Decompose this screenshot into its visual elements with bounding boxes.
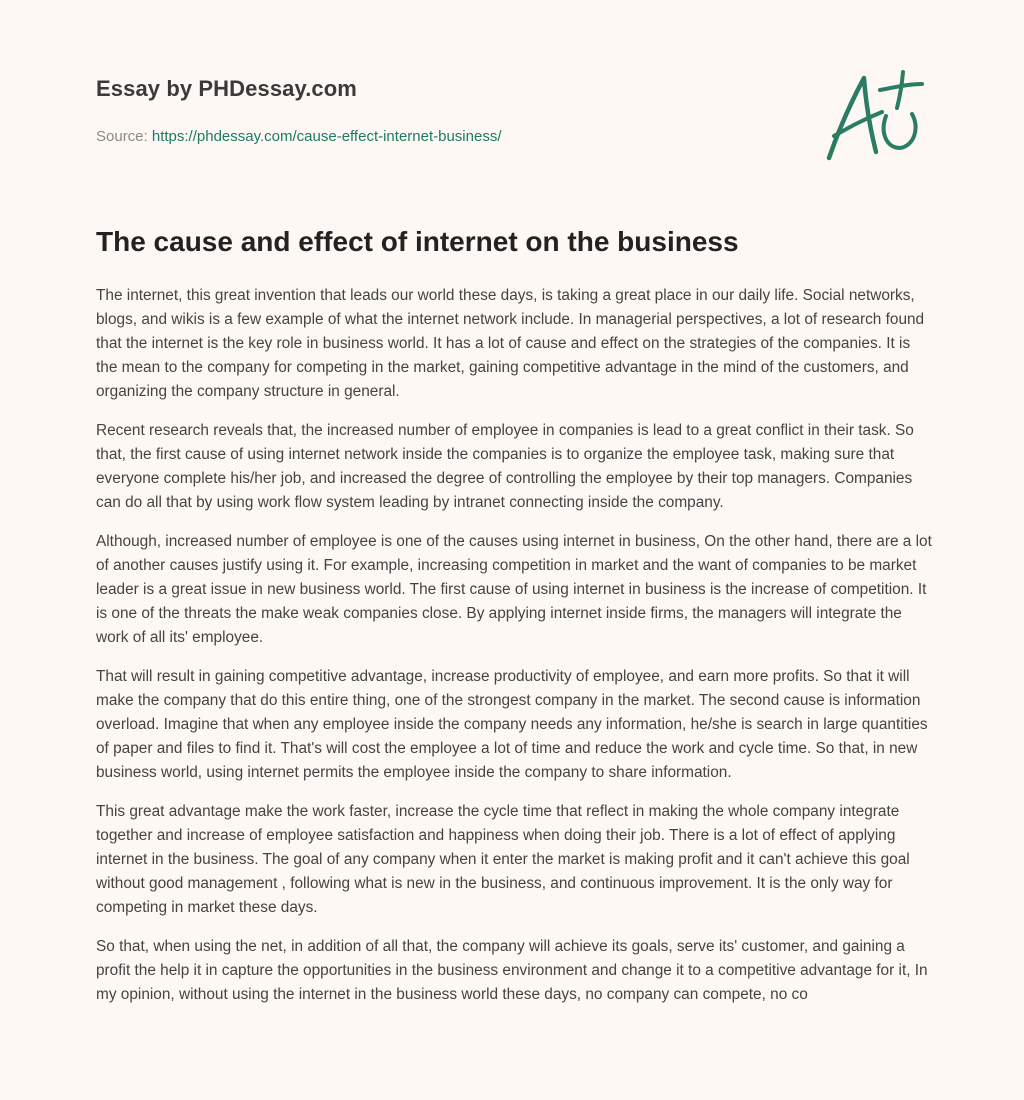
source-line xyxy=(96,128,796,145)
paragraph: The internet, this great invention that leads our world these days, is taking a great place in our daily life. Social networks, blogs, and wikis is a few example of what the internet network include. In managerial perspectives, a lot of research found that the internet is the key role in business world. It has a lot of cause and effect on the strategies of the companies. It is the mean to the company for competing in the market, gaining competitive advantage in the mind of the customers, and organizing the company structure in general. xyxy=(96,287,925,400)
site-brand: Essay by PHDessay.com xyxy=(96,76,357,101)
source-link[interactable]: https://phdessay.com/cause-effect-internet-business/ xyxy=(151,128,502,145)
paragraph: So that, when using the net, in addition of all that, the company will achieve its goals, serve its' customer, and gaining a profit the help it in capture the opportunities in the business environment and change it to a competitive advantage for it, In my opinion, without using the internet in the business world these days, no company can compete, no co xyxy=(96,938,928,1003)
article-title: The cause and effect of internet on the business xyxy=(96,226,739,257)
paragraph: Recent research reveals that, the increased number of employee in companies is lead to a great conflict in their task. So that, the first cause of using internet network inside the companies is to organize the employee task, making sure that everyone complete his/her job, and increased the degree of controlling the employee by their top managers. Companies can do all that by using work flow system leading by intranet connecting inside the company. xyxy=(96,422,914,511)
paragraph: Although, increased number of employee is one of the causes using internet in business, On the other hand, there are a lot of another causes justify using it. For example, increasing competition in market and the want of companies to be market leader is a great issue in new business world. The first cause of using internet in business is the increase of competition. It is one of the threats the make weak companies close. By applying internet inside firms, the managers will integrate the work of all its' employee. xyxy=(96,533,932,646)
paragraph: That will result in gaining competitive advantage, increase productivity of employee, and earn more profits. So that it will make the company that do this entire thing, one of the strongest company in the market. The second cause is information overload. Imagine that when any employee inside the company needs any information, he/she is search in large quantities of paper and files to find it. That's will cost the employee a lot of time and reduce the work and cycle time. So that, in new business world, using internet permits the employee inside the company to share information. xyxy=(96,668,928,781)
source-label: Source: xyxy=(96,128,152,145)
page-header xyxy=(96,76,796,145)
article-body xyxy=(96,284,932,1022)
a-plus-logo-icon xyxy=(820,66,930,166)
paragraph: This great advantage make the work faster, increase the cycle time that reflect in making the whole company integrate together and increase of employee satisfaction and happiness when doing their job. There is a lot of effect of applying internet in the business. The goal of any company when it enter the market is making profit and it can't achieve this goal without good management , following what is new in the business, and continuous improvement. It is the only way for competing in market these days. xyxy=(96,803,910,916)
